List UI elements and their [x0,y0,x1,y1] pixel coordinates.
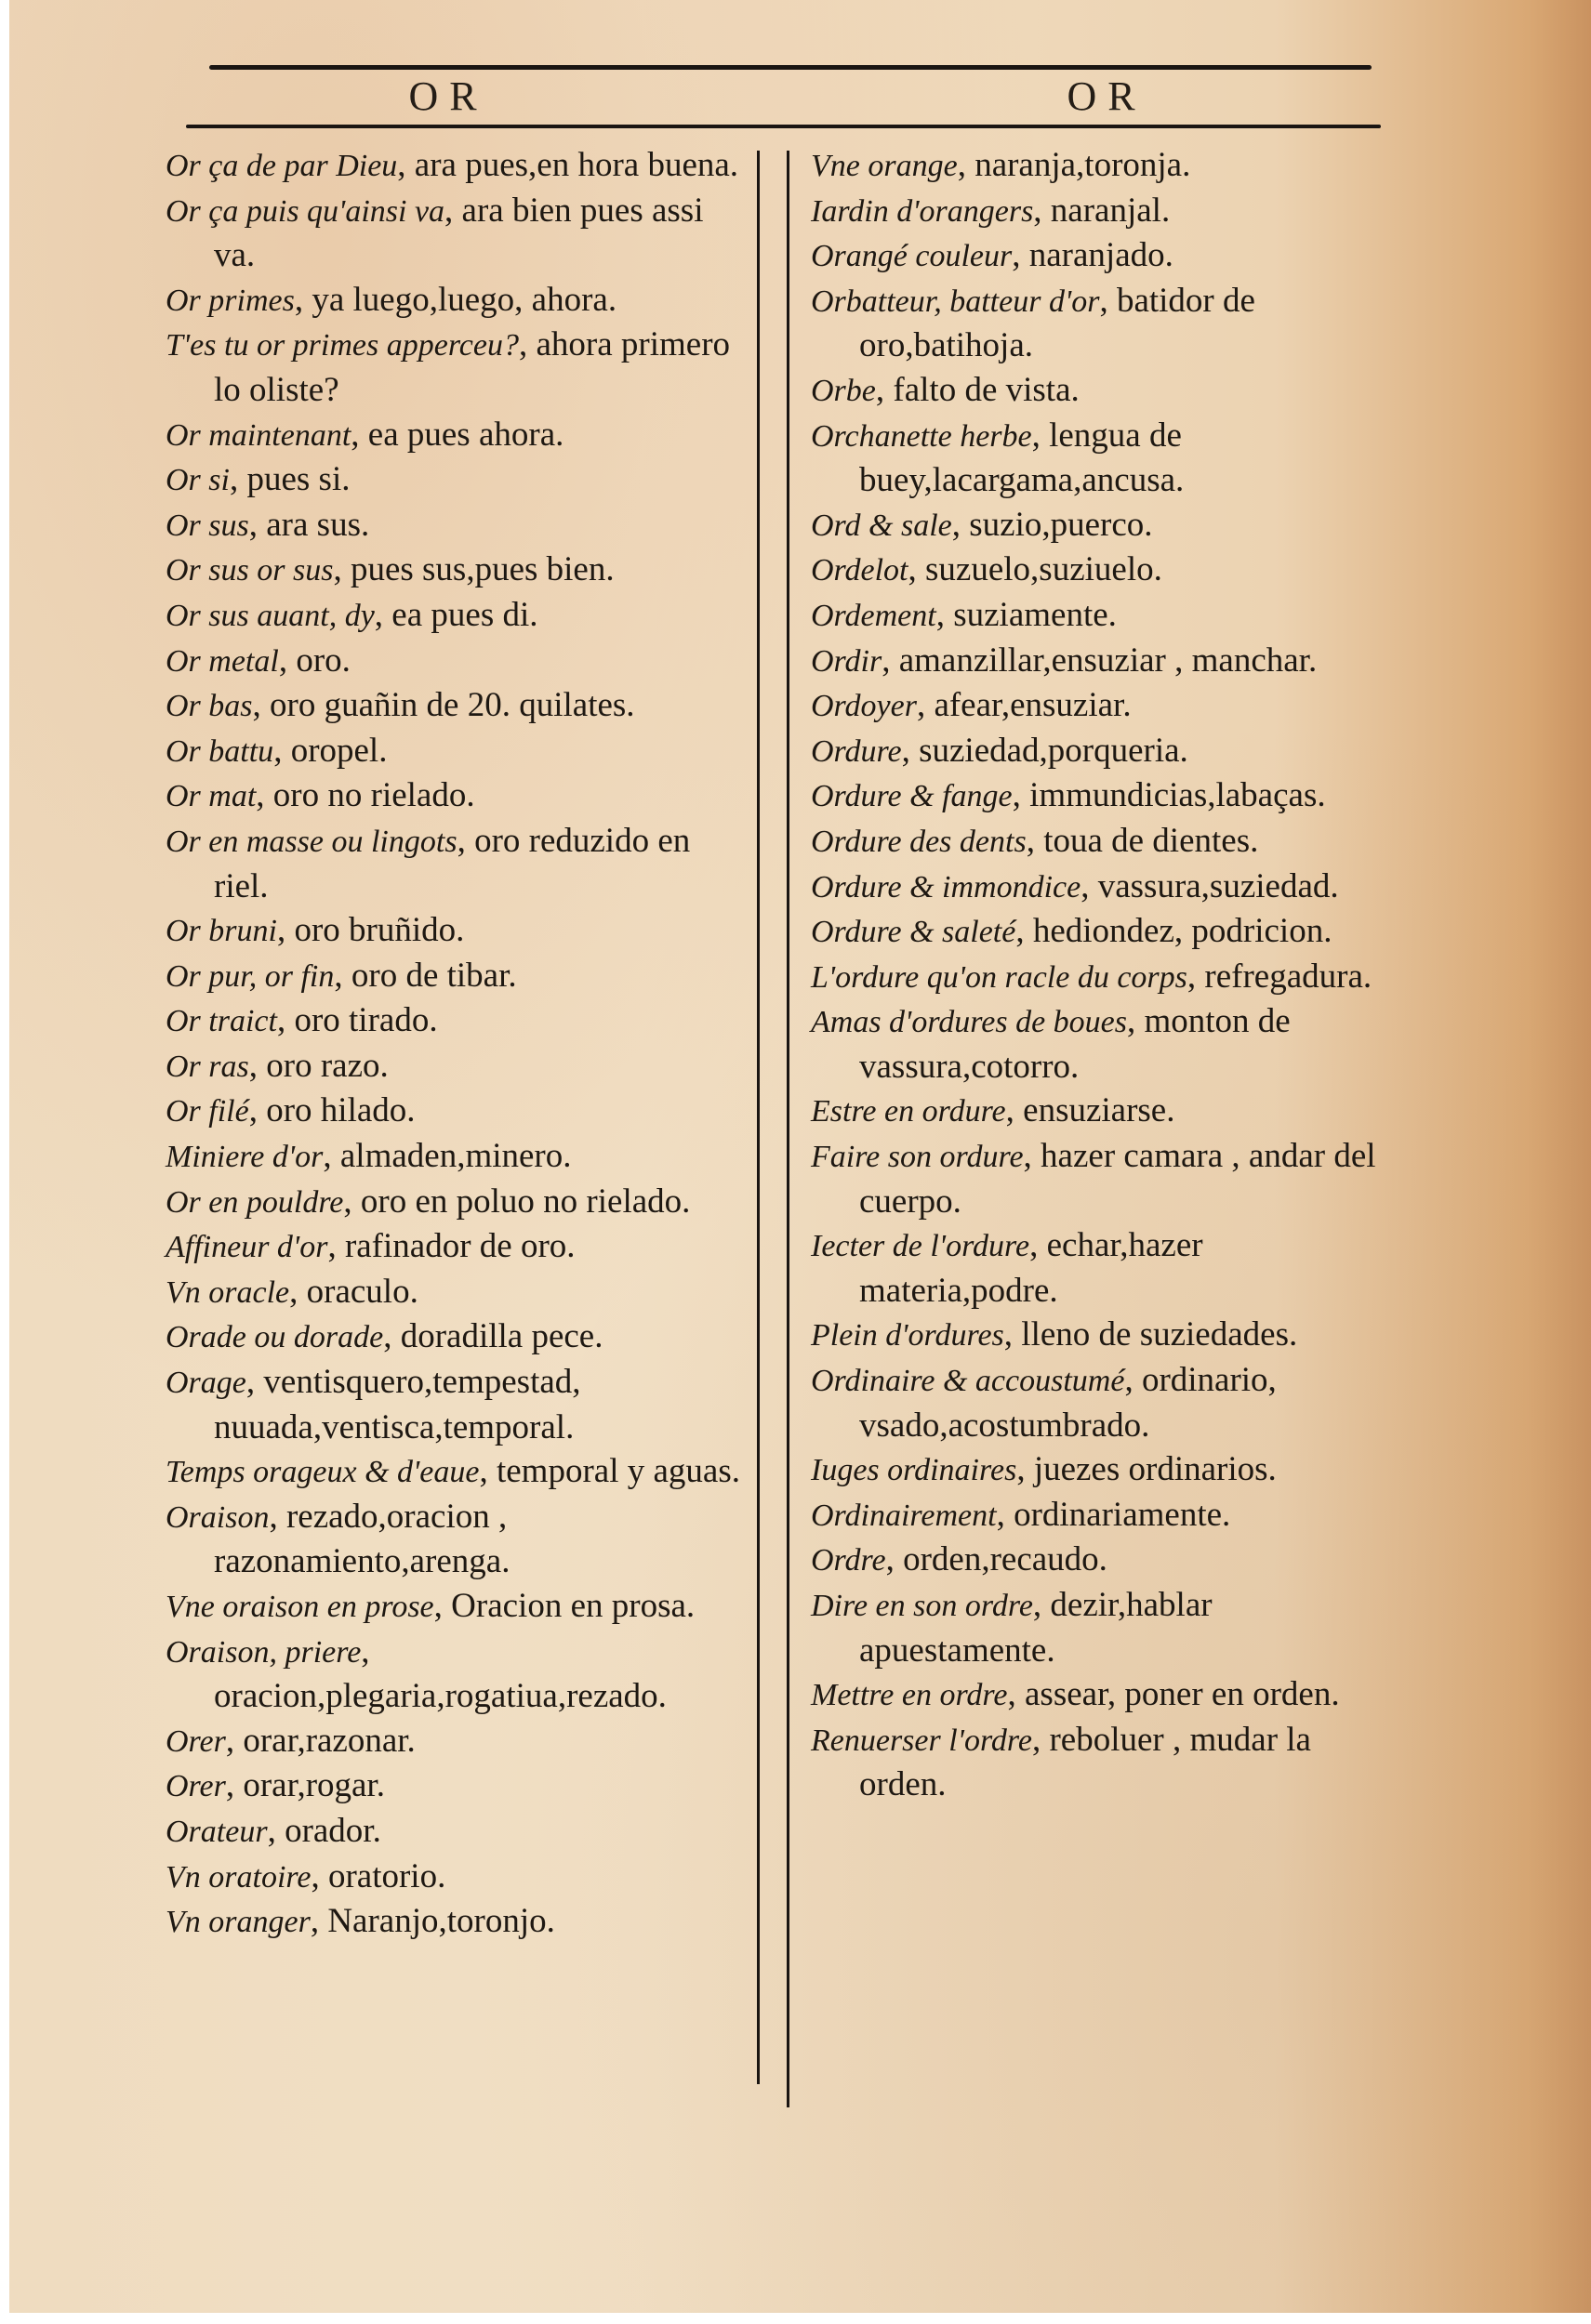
entry-headword: Or pur, or fin [166,958,335,994]
entry-headword: Dire en son ordre [811,1589,1033,1623]
entry-definition: ara pues,en hora buena. [414,146,739,184]
dictionary-entry [811,1718,1397,1807]
entry-separator: , [276,1001,295,1040]
entry-definition: suziedad,porqueria. [919,731,1188,770]
entry-definition: vassura,suziedad. [1097,866,1339,905]
entry-headword: Ordinairement [811,1498,997,1533]
header-bottom-rule [186,125,1381,128]
entry-headword: Or primes [166,283,295,318]
entry-separator: , [276,911,295,950]
entry-definition: ara sus. [266,505,370,544]
entry-separator: , [333,550,351,589]
entry-separator: , [1012,236,1029,275]
entry-definition: batidor de oro,batihoja. [859,281,1255,365]
entry-definition: pues sus,pues bien. [350,550,615,589]
entry-separator: , [1127,1002,1145,1041]
entry-separator: , [433,1587,452,1625]
dictionary-entry [166,189,742,278]
entry-definition: ea pues di. [391,595,538,634]
entry-definition: oro hilado. [266,1091,416,1130]
entry-definition: oropel. [290,731,388,770]
running-head-left: OR [408,73,488,119]
entry-headword: Amas d'ordures de boues [811,1005,1127,1040]
entry-headword: Ordinaire & accoustumé [811,1364,1125,1399]
dictionary-entry [166,1224,742,1270]
dictionary-entry [166,548,742,593]
entry-headword: T'es tu or primes apperceu? [166,328,519,363]
dictionary-entry [811,1672,1397,1718]
entry-definition: oraculo. [306,1272,418,1311]
entry-definition: suziamente. [953,595,1117,634]
entry-definition: oracion,plegaria,rogatiua,rezado. [214,1677,667,1716]
entry-headword: Ordelot [811,553,908,588]
entry-definition: suzio,puerco. [969,505,1153,544]
entry-headword: Vn oranger [166,1905,311,1940]
dictionary-entry [166,954,742,999]
dictionary-entry [811,729,1397,774]
entry-headword: Or metal [166,643,279,679]
column-divider-rule [787,151,789,2107]
entry-separator: , [1015,912,1033,951]
entry-separator: , [951,505,970,544]
entry-headword: Or maintenant [166,417,351,453]
entry-definition: assear, poner en orden. [1025,1675,1340,1714]
entry-definition: oro tirado. [294,1001,438,1040]
dictionary-entry [166,683,742,729]
dictionary-entry [166,1855,742,1900]
entry-separator: , [229,460,247,499]
dictionary-entry [811,639,1397,684]
entry-separator: , [225,1766,244,1805]
entry-separator: , [996,1495,1014,1534]
dictionary-entry [166,278,742,324]
entry-definition: lleno de suziedades. [1021,1315,1298,1354]
entry-headword: Oraison, priere [166,1634,362,1670]
entry-definition: toua de dientes. [1043,821,1259,860]
entry-separator: , [310,1902,328,1941]
entry-definition: naranjal. [1050,191,1171,230]
entry-definition: temporal y aguas. [496,1452,740,1491]
entry-definition: juezes ordinarios. [1033,1450,1277,1489]
entry-separator: , [885,1540,904,1579]
entry-separator: , [1005,1091,1024,1130]
dictionary-entry [811,1358,1397,1447]
entry-definition: almaden,minero. [339,1137,572,1176]
entry-headword: Or sus auant, dy [166,598,375,633]
entry-headword: Affineur d'or [166,1230,328,1265]
dictionary-entry [811,955,1397,1000]
dictionary-entry [166,1044,742,1089]
entry-separator: , [1124,1361,1142,1400]
entry-separator: , [1023,1137,1041,1176]
entry-separator: , [875,370,894,409]
entry-definition: amanzillar,ensuziar , manchar. [898,640,1318,680]
dictionary-entry [166,819,742,908]
entry-separator: , [901,731,920,770]
entry-headword: Faire son ordure [811,1140,1024,1175]
dictionary-entry [811,368,1397,414]
dictionary-entry [166,1270,742,1315]
dictionary-entry [166,1449,742,1495]
entry-separator: , [882,640,899,680]
entry-headword: Vn oracle [166,1274,290,1310]
entry-definition: immundicias,labaças. [1029,776,1326,815]
dictionary-entry [166,1314,742,1360]
dictionary-entry [166,1630,742,1719]
dictionary-entry [811,279,1397,368]
entry-headword: Or filé [166,1094,249,1129]
entry-separator: , [256,776,273,815]
entry-definition: pues si. [246,460,351,499]
entry-separator: , [248,1091,267,1130]
entry-headword: Or bruni [166,914,277,949]
dictionary-entry [166,323,742,412]
dictionary-entry [166,413,742,458]
dictionary-entry [166,908,742,954]
entry-definition: suzuelo,suziuelo. [925,550,1162,589]
entry-separator: , [323,1137,340,1176]
entry-definition: ya luego,luego, ahora. [312,280,617,319]
entry-definition: Oracion en prosa. [451,1587,696,1625]
entry-headword: Orer [166,1769,226,1804]
entry-definition: oro guañin de 20. quilates. [270,686,635,725]
entry-headword: Miniere d'or [166,1140,324,1175]
dictionary-entry [166,503,742,548]
entry-headword: Orade ou dorade [166,1320,384,1355]
dictionary-entry [811,1447,1397,1493]
dictionary-entry [811,773,1397,819]
entry-headword: Ordure des dents [811,824,1027,859]
entry-headword: Vne oraison en prose [166,1590,434,1624]
entry-headword: Ordure & saleté [811,915,1016,950]
entry-headword: Orateur [166,1814,268,1849]
entry-separator: , [1026,821,1044,860]
dictionary-entry [811,414,1397,503]
dictionary-entry [166,457,742,503]
entry-separator: , [343,1182,361,1221]
entry-headword: Or battu [166,733,274,769]
entry-separator: , [397,146,415,184]
entry-separator: , [248,1046,267,1085]
dictionary-entry [166,1763,742,1809]
entry-separator: , [351,415,368,454]
entry-headword: Or ça de par Dieu [166,149,398,183]
entry-definition: dezir,hablar apuestamente. [859,1586,1213,1670]
entry-separator: , [269,1497,286,1536]
entry-separator: , [444,191,462,230]
entry-definition: oratorio. [327,1856,446,1895]
entry-separator: , [294,280,312,319]
entry-definition: afear,ensuziar. [934,686,1132,725]
entry-separator: , [1016,1450,1034,1489]
entry-definition: reboluer , mudar la orden. [859,1720,1311,1804]
entry-headword: Or en masse ou lingots [166,824,457,859]
entry-separator: , [1007,1675,1025,1714]
entry-headword: Ordure & immondice [811,869,1081,905]
dictionary-entry [811,909,1397,955]
entry-separator: , [1029,1226,1047,1265]
entry-separator: , [479,1452,497,1491]
entry-separator: , [957,146,975,184]
entry-definition: oro de tibar. [351,956,517,995]
entry-headword: Or bas [166,689,253,724]
dictionary-entry [811,1089,1397,1134]
entry-headword: Orer [166,1723,226,1759]
dictionary-entry [811,819,1397,865]
entry-separator: , [361,1631,370,1670]
entry-definition: orden,recaudo. [903,1540,1107,1579]
entry-definition: ea pues ahora. [367,415,564,454]
entry-separator: , [311,1856,328,1895]
dictionary-entry [166,1360,742,1449]
entry-separator: , [289,1272,307,1311]
entry-definition: monton de vassura,cotorro. [859,1002,1291,1086]
dictionary-entry [166,639,742,684]
entry-headword: Ordoyer [811,689,917,724]
entry-headword: Ord & sale [811,508,952,543]
entry-headword: Orbe [811,373,876,408]
entry-definition: refregadura. [1204,957,1372,996]
entry-separator: , [245,1363,264,1402]
entry-separator: , [1081,866,1098,905]
entry-definition: doradilla pece. [400,1317,603,1356]
entry-definition: ahora primero lo oliste? [214,325,731,409]
entry-definition: hazer camara , andar del cuerpo. [859,1137,1376,1221]
entry-separator: , [252,686,271,725]
dictionary-entry [811,865,1397,910]
dictionary-entry [166,773,742,819]
header-top-rule [209,65,1372,70]
dictionary-entry [811,593,1397,639]
dictionary-entry [811,1538,1397,1583]
entry-separator: , [248,505,267,544]
entry-definition: oro reduzido en riel. [214,821,691,905]
entry-definition: ordinariamente. [1014,1495,1231,1534]
entry-definition: orador. [285,1811,381,1850]
entry-definition: oro bruñido. [294,911,465,950]
entry-separator: , [1099,281,1117,320]
entry-headword: Oraison [166,1499,270,1535]
dictionary-entry [166,998,742,1044]
entry-definition: oro. [296,640,351,680]
dictionary-entry [811,189,1397,234]
book-page [9,0,1591,2313]
column-divider-rule [757,151,760,2084]
entry-headword: Ordement [811,598,936,633]
entry-definition: ensuziarse. [1023,1091,1175,1130]
entry-definition: rezado,oracion , razonamiento,arenga. [214,1497,510,1581]
entry-headword: Or sus [166,508,249,543]
entry-definition: hediondez, podricion. [1032,912,1332,951]
entry-separator: , [916,686,935,725]
entry-definition: Naranjo,toronjo. [327,1902,555,1941]
dictionary-entry [166,1809,742,1855]
entry-headword: Or ça puis qu'ainsi va [166,193,445,229]
entry-definition: falto de vista. [893,370,1080,409]
entry-separator: , [273,731,291,770]
dictionary-entry [811,503,1397,548]
dictionary-entry [166,1495,742,1584]
right-column [811,143,1397,1807]
entry-separator: , [374,595,392,634]
entry-separator: , [267,1811,285,1850]
dictionary-entry [811,143,1397,189]
dictionary-entry [166,143,742,189]
entry-headword: Orchanette herbe [811,418,1032,454]
entry-headword: Renuerser l'ordre [811,1723,1032,1758]
entry-headword: Temps orageux & d'eaue [166,1455,480,1490]
entry-headword: Or mat [166,779,257,814]
entry-definition: oro en poluo no rielado. [360,1182,691,1221]
left-column [166,143,742,1945]
dictionary-entry [811,999,1397,1089]
entry-separator: , [327,1227,345,1266]
dictionary-entry [166,1719,742,1764]
entry-headword: Orangé couleur [811,239,1013,274]
dictionary-entry [811,1313,1397,1358]
entry-headword: Ordure & fange [811,779,1013,814]
entry-definition: ventisquero,tempestad, nuuada,ventisca,temporal. [214,1363,581,1446]
entry-headword: Vne orange [811,149,958,183]
entry-headword: Ordir [811,643,882,679]
entry-separator: , [1003,1315,1022,1354]
entry-separator: , [1031,416,1050,455]
entry-headword: Iardin d'orangers [811,193,1034,229]
entry-definition: naranjado. [1028,236,1173,275]
dictionary-entry [811,1583,1397,1672]
entry-definition: oro razo. [266,1046,389,1085]
entry-headword: Orage [166,1366,246,1401]
entry-headword: Ordre [811,1543,886,1578]
entry-headword: Or si [166,463,230,498]
entry-headword: Iecter de l'ordure [811,1229,1030,1264]
entry-separator: , [1012,776,1030,815]
entry-separator: , [908,550,926,589]
entry-definition: naranja,toronja. [974,146,1191,184]
entry-definition: ordinario, vsado,acostumbrado. [859,1361,1277,1445]
entry-separator: , [1032,1586,1051,1624]
dictionary-entry [811,1493,1397,1538]
dictionary-entry [811,683,1397,729]
entry-headword: Mettre en ordre [811,1678,1008,1713]
entry-separator: , [1031,1720,1050,1759]
entry-headword: Orbatteur, batteur d'or [811,284,1100,319]
entry-definition: orar,razonar. [243,1721,416,1760]
dictionary-entry [166,1899,742,1945]
entry-definition: ara bien pues assi va. [214,191,704,275]
entry-definition: oro no rielado. [272,776,475,815]
dictionary-entry [166,1180,742,1225]
entry-headword: Estre en ordure [811,1094,1006,1129]
entry-separator: , [225,1721,244,1760]
running-head-right: OR [1067,73,1147,119]
entry-separator: , [457,821,475,860]
entry-separator: , [1033,191,1051,230]
entry-headword: Or ras [166,1049,249,1084]
entry-separator: , [334,956,351,995]
entry-headword: Or traict [166,1004,277,1039]
entry-headword: L'ordure qu'on racle du corps [811,959,1187,995]
entry-definition: rafinador de oro. [344,1227,576,1266]
entry-headword: Ordure [811,733,902,769]
dictionary-entry [811,233,1397,279]
entry-separator: , [1187,957,1205,996]
entry-separator: , [518,325,537,364]
entry-headword: Or sus or sus [166,553,334,588]
entry-definition: echar,hazer materia,podre. [859,1226,1203,1310]
entry-headword: Vn oratoire [166,1859,312,1895]
dictionary-entry [166,1089,742,1134]
dictionary-entry [166,729,742,774]
entry-definition: lengua de buey,lacargama,ancusa. [859,416,1185,500]
dictionary-entry [166,1134,742,1180]
dictionary-entry [166,1584,742,1630]
dictionary-entry [166,593,742,639]
entry-headword: Plein d'ordures [811,1318,1004,1353]
entry-separator: , [383,1317,401,1356]
entry-headword: Iuges ordinaires [811,1453,1017,1488]
entry-separator: , [278,640,297,680]
entry-separator: , [935,595,954,634]
entry-definition: orar,rogar. [243,1766,385,1805]
dictionary-entry [811,1134,1397,1223]
entry-headword: Or en pouldre [166,1184,344,1220]
dictionary-entry [811,1223,1397,1313]
dictionary-entry [811,548,1397,593]
